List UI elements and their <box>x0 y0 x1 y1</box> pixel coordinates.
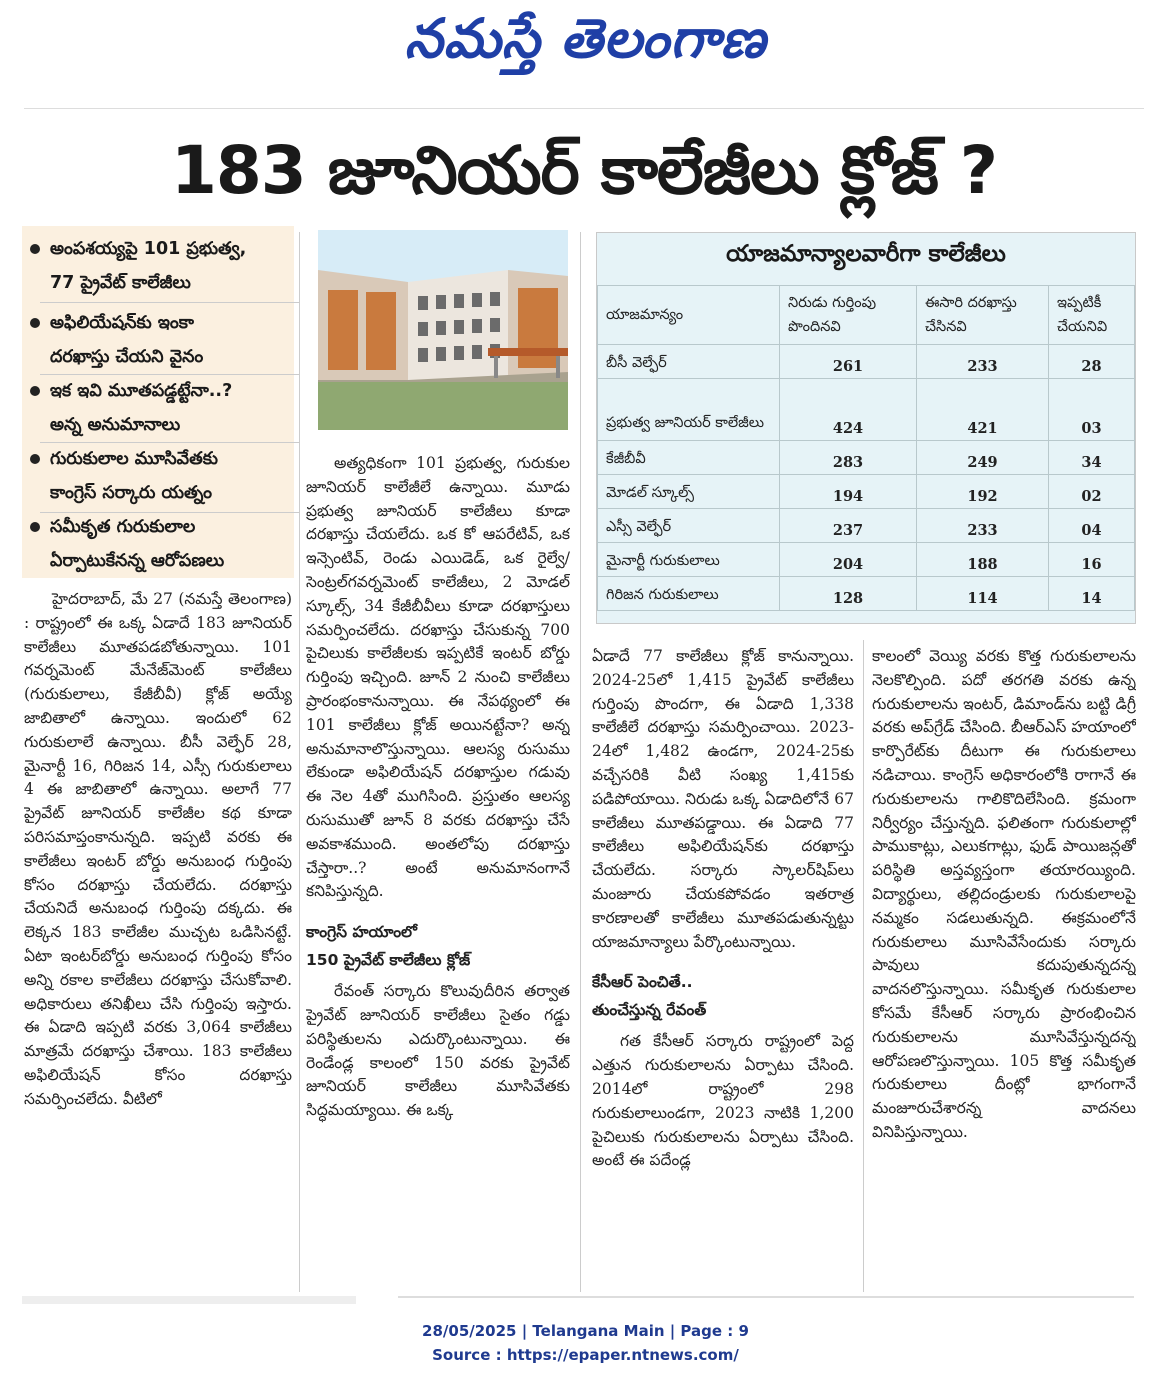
bullet-icon <box>30 386 40 396</box>
table-row <box>598 379 1135 441</box>
table-cell: 02 <box>1049 475 1135 509</box>
article-paragraph: గత కేసీఆర్ సర్కారు రాష్ట్రంలో పెద్ద ఎత్తున గురుకులాలను ఏర్పాటు చేసింది. 2014లో రాష్ట్రంలో 298 గురుకులాలుండగా, 2023 నాటికి 1,200 పైచిలుకు గురుకులాలను ఏర్పాటు చేసింది. అంటే ఈ పదేండ్ల <box>592 1032 854 1170</box>
subheading-line: కేసీఆర్ పెంచితే.. <box>592 973 693 992</box>
subheading-line: తుంచేస్తున్న రేవంత్ <box>592 1001 707 1020</box>
subheading-line: 150 ప్రైవేట్ కాలేజీలు క్లోజ్ <box>306 951 471 970</box>
colleges-by-management-table <box>596 232 1136 624</box>
highlight-line: గురుకులాల మూసివేతకు <box>50 449 218 469</box>
bullet-icon <box>30 522 40 532</box>
subheading <box>592 968 854 1024</box>
table-title: యాజమాన్యాలవారీగా కాలేజీలు <box>726 241 1006 267</box>
table-cell: 114 <box>917 577 1049 611</box>
table-cell-name: మోడల్ స్కూల్స్ <box>598 475 780 509</box>
table-cell-name: గిరిజన గురుకులాలు <box>598 577 780 611</box>
column-divider <box>580 232 581 1292</box>
data-table <box>597 285 1135 611</box>
article-column-3 <box>592 645 854 1290</box>
table-cell: 421 <box>917 379 1049 441</box>
table-row <box>598 577 1135 611</box>
highlight-line: ఏర్పాటుకేనన్న ఆరోపణలు <box>50 551 225 571</box>
article-column-2 <box>306 452 570 1292</box>
table-header-row <box>598 286 1135 345</box>
table-cell-name: మైనార్టీ గురుకులాలు <box>598 543 780 577</box>
column-header: యాజమాన్యం <box>598 286 780 345</box>
article-headline: 183 జూనియర్ కాలేజీలు క్లోజ్ ? <box>170 132 998 209</box>
article-column-4 <box>872 645 1136 1290</box>
newspaper-masthead: నమస్తే తెలంగాణ <box>404 6 767 70</box>
table-row <box>598 441 1135 475</box>
table-cell: 16 <box>1049 543 1135 577</box>
column-header: ఇప్పటికీ చేయనివి <box>1049 286 1135 345</box>
highlight-item <box>30 374 292 442</box>
table-cell-name: బీసీ వెల్ఫేర్ <box>598 345 780 379</box>
article-paragraph: హైదరాబాద్, మే 27 (నమస్తే తెలంగాణ) : రాష్ట్రంలో ఈ ఒక్క ఏడాదే 183 జూనియర్ కాలేజీలు మూతపడబోతున్నాయి. 101 గవర్నమెంట్ మేనేజ్‌మెంట్ కాలేజీలు (గురుకులాలు, కేజీబీవీ) క్లోజ్ అయ్యే జాబితాలో ఉన్నాయి. ఇందులో 62 గురుకులాలే ఉన్నాయి. బీసీ వెల్ఫేర్ 28, మైనార్టీ 16, గిరిజన 14, ఎస్సీ గురుకులాలు 4 ఈ జాబితాలో ఉన్నాయి. అలాగే 77 ప్రైవేట్ జూనియర్ కాలేజీల కథ కూడా పరిసమాప్తంకానున్నది. ఇప్పటి వరకు ఈ కాలేజీలు ఇంటర్ బోర్డు అనుబంధ గుర్తింపు కోసం దరఖాస్తు చేయలేదు. దరఖాస్తు చేయనిదే అనుబంధ గుర్తింపు దక్కదు. ఈ లెక్కన 183 కాలేజీల ముచ్చట ఒడిసినట్టే. ఏటా ఇంటర్‌బోర్డు అనుబంధ గుర్తింపు కోసం అన్ని రకాల కాలేజీలు దరఖాస్తు చేసుకోవాలి. అధికారులు తనిఖీలు చేసి గుర్తింపు ఇస్తారు. ఈ ఏడాది ఇప్పటి వరకు 3,064 కాలేజీలు మాత్రమే దరఖాస్తు చేశాయి. 183 కాలేజీలు అఫిలియేషన్ కోసం దరఖాస్తు సమర్పించలేదు. వీటిలో <box>24 590 292 1108</box>
table-cell-name: ఎస్సీ వెల్ఫేర్ <box>598 509 780 543</box>
table-cell: 128 <box>780 577 917 611</box>
highlight-line: ఇక ఇవి మూతపడ్డట్టేనా..? <box>50 381 233 401</box>
table-cell: 194 <box>780 475 917 509</box>
bottom-rule <box>398 1296 1134 1298</box>
table-cell: 192 <box>917 475 1049 509</box>
building-illustration <box>318 230 568 430</box>
table-cell: 34 <box>1049 441 1135 475</box>
table-cell: 261 <box>780 345 917 379</box>
subheading <box>306 918 570 974</box>
table-cell: 233 <box>917 345 1049 379</box>
divider <box>40 302 300 303</box>
column-divider <box>863 640 864 1292</box>
highlight-item <box>30 442 292 510</box>
table-row <box>598 475 1135 509</box>
table-cell: 204 <box>780 543 917 577</box>
table-cell: 249 <box>917 441 1049 475</box>
column-divider <box>299 232 300 1292</box>
highlight-line: దరఖాస్తు చేయని వైనం <box>50 347 204 367</box>
highlight-line: సమీకృత గురుకులాల <box>50 517 196 537</box>
table-cell: 237 <box>780 509 917 543</box>
article-paragraph: రేవంత్ సర్కారు కొలువుదీరిన తర్వాత ప్రైవేట్ జూనియర్ కాలేజీలు సైతం గడ్డు పరిస్థితులను ఎదుర్కొంటున్నాయి. ఈ రెండేండ్ల కాలంలో 150 వరకు ప్రైవేట్ జూనియర్ కాలేజీలు మూసివేతకు సిద్ధమయ్యాయి. ఈ ఒక్క <box>306 982 570 1120</box>
highlight-line: అంపశయ్యపై 101 ప్రభుత్వ, <box>50 239 247 259</box>
table-cell: 04 <box>1049 509 1135 543</box>
highlight-item <box>30 510 292 578</box>
footer-date-page: 28/05/2025 | Telangana Main | Page : 9 <box>422 1322 749 1340</box>
footer-source-link[interactable]: Source : https://epaper.ntnews.com/ <box>432 1346 739 1364</box>
table-row <box>598 543 1135 577</box>
column-header: నిరుడు గుర్తింపు పొందినవి <box>780 286 917 345</box>
table-cell: 283 <box>780 441 917 475</box>
highlight-line: కాంగ్రెస్ సర్కారు యత్నం <box>50 483 212 503</box>
bullet-icon <box>30 244 40 254</box>
table-cell-name: ప్రభుత్వ జూనియర్ కాలేజీలు <box>598 379 780 441</box>
masthead-rule <box>24 108 1144 109</box>
table-cell: 14 <box>1049 577 1135 611</box>
table-cell: 233 <box>917 509 1049 543</box>
highlight-item <box>30 306 292 374</box>
highlight-line: అన్న అనుమానాలు <box>50 415 181 435</box>
article-paragraph: అత్యధికంగా 101 ప్రభుత్వ, గురుకుల జూనియర్ కాలేజీలే ఉన్నాయి. మూడు ప్రభుత్వ జూనియర్ కాలేజీలు కూడా దరఖాస్తు చేయలేదు. ఒక కో ఆపరేటివ్, ఒక ఇన్సెంటివ్, రెండు ఎయిడెడ్, ఒక రైల్వే/సెంట్రల్‌గవర్నమెంట్ కాలేజీలు, 2 మోడల్ స్కూల్స్, 34 కేజీబీవీలు కూడా దరఖాస్తులు సమర్పించలేదు. దరఖాస్తు చేసుకున్న 700 పైచిలుకు కాలేజీలకు ఇప్పటికే ఇంటర్ బోర్డు గుర్తింపు ఇచ్చింది. జూన్ 2 నుంచి కాలేజీలు ప్రారంభంకానున్నాయి. ఈ నేపథ్యంలో ఈ 101 కాలేజీలు క్లోజ్ అయినట్టేనా? అన్న అనుమానాలొస్తున్నాయి. ఆలస్య రుసుము లేకుండా అఫిలియేషన్ దరఖాస్తుల గడువు ఈ నెల 4తో ముగిసింది. ప్రస్తుతం ఆలస్య రుసుముతో జూన్ 8 వరకు దరఖాస్తు చేసే అవకాశముంది. అంతలోపు దరఖాస్తు చేస్తారా..? అంటే అనుమానంగానే కనిపిస్తున్నది. <box>306 454 570 901</box>
article-paragraph: కాలంలో వెయ్యి వరకు కొత్త గురుకులాలను నెలకొల్పింది. పదో తరగతి వరకు ఉన్న గురుకులాలను ఇంటర్, డిమాండ్‌ను బట్టి డిగ్రీ వరకు అప్‌గ్రేడ్ చేసింది. బీఆర్‌ఎస్ హయాంలో కార్పొరేట్‌కు దీటుగా ఈ గురుకులాలు నడిచాయి. కాంగ్రెస్ అధికారంలోకి రాగానే ఈ గురుకులాలను గాలికొదిలేసింది. క్రమంగా నిర్వీర్యం చేస్తున్నది. ఫలితంగా గురుకులాల్లో పాముకాట్లు, ఎలుకగాట్లు, ఫుడ్ పాయిజన్లతో పరిస్థితి అస్తవ్యస్తంగా తయారయ్యింది. విద్యార్థులు, తల్లిదండ్రులకు గురుకులాలపై నమ్మకం సడలుతున్నది. ఈక్రమంలోనే గురుకులాలు మూసివేసేందుకు సర్కారు పావులు కదుపుతున్నదన్న వాదనలొస్తున్నాయి. సమీకృత గురుకులాల కోసమే కేసీఆర్ సర్కారు ప్రారంభించిన గురుకులాలను మూసివేస్తున్నదన్న ఆరోపణలొస్తున్నాయి. 105 కొత్త సమీకృత గురుకులాలు దీంట్లో భాగంగానే మంజూరుచేశారన్న వాదనలు వినిపిస్తున్నాయి. <box>872 647 1136 1141</box>
highlight-line: 77 ప్రైవేట్ కాలేజీలు <box>50 273 191 293</box>
highlight-line: అఫిలియేషన్‌కు ఇంకా <box>50 313 194 333</box>
table-row <box>598 509 1135 543</box>
table-cell: 28 <box>1049 345 1135 379</box>
bullet-icon <box>30 318 40 328</box>
article-column-1 <box>24 588 292 1288</box>
bullet-icon <box>30 454 40 464</box>
table-cell: 188 <box>917 543 1049 577</box>
highlight-item <box>30 232 292 300</box>
table-cell-name: కేజీబీవీ <box>598 441 780 475</box>
table-cell: 424 <box>780 379 917 441</box>
bottom-bar <box>22 1296 356 1304</box>
article-paragraph: ఏడాదే 77 కాలేజీలు క్లోజ్ కానున్నాయి. 2024-25లో 1,415 ప్రైవేట్ కాలేజీలు గుర్తింపు పొందగా, ఈ ఏడాది 1,338 కాలేజీలే దరఖాస్తు సమర్పించాయి. 2023-24లో 1,482 ఉండగా, 2024-25కు వచ్చేసరికి వీటి సంఖ్య 1,415కు పడిపోయాయి. నిరుడు ఒక్క ఏడాదిలోనే 67 కాలేజీలు మూతపడ్డాయి. ఈ ఏడాది 77 కాలేజీలు అఫిలియేషన్‌కు దరఖాస్తు చేయలేదు. సర్కారు స్కాలర్‌షిప్‌లు మంజూరు చేయకపోవడం ఇతరాత్ర కారణాలతో కాలేజీలు మూతపడుతున్నట్టు యాజమాన్యాలు పేర్కొంటున్నాయి. <box>592 647 854 951</box>
table-row <box>598 345 1135 379</box>
highlights-box <box>22 226 294 578</box>
subheading-line: కాంగ్రెస్ హయాంలో <box>306 923 417 942</box>
college-building-photo <box>318 230 568 430</box>
table-cell: 03 <box>1049 379 1135 441</box>
column-header: ఈసారి దరఖాస్తు చేసినవి <box>917 286 1049 345</box>
